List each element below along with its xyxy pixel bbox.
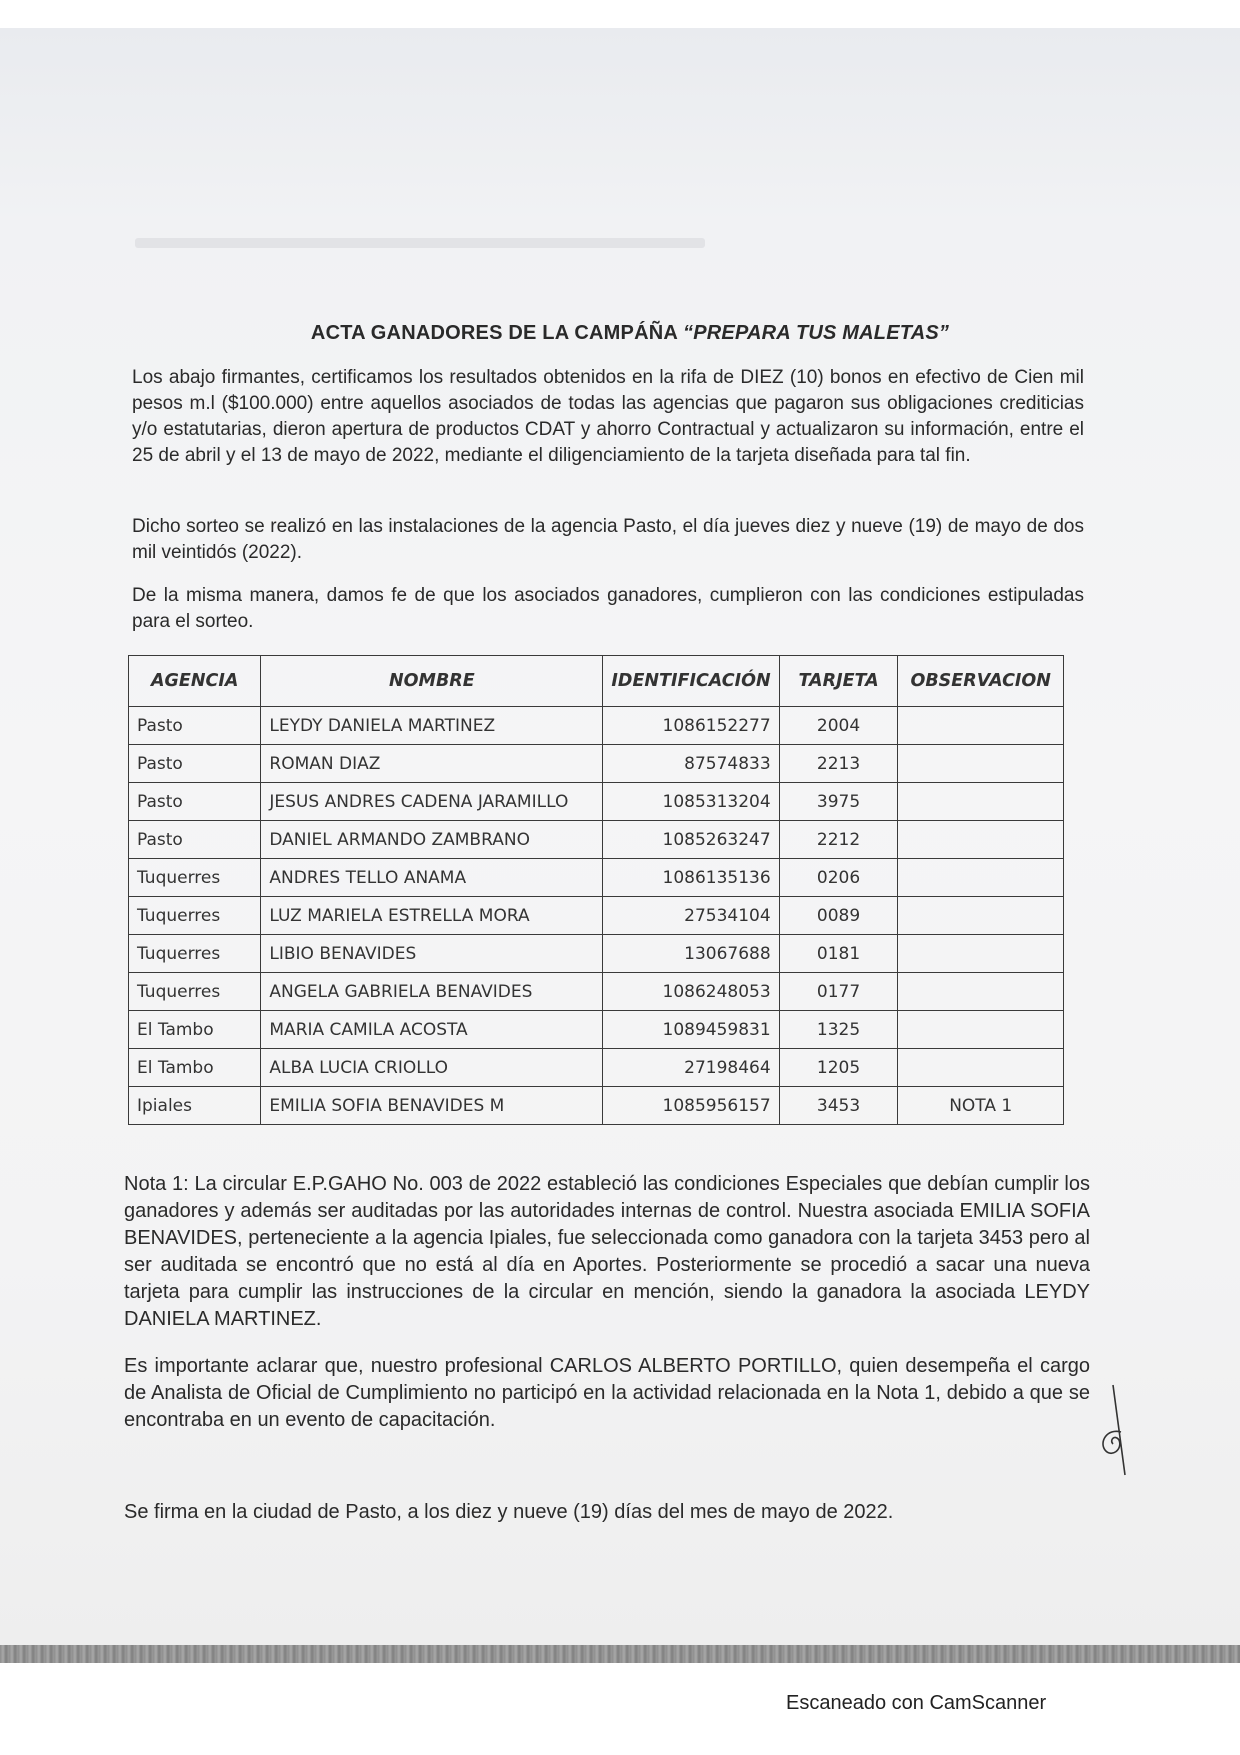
winners-table [128,655,1064,1125]
note-1: Nota 1: La circular E.P.GAHO No. 003 de 2022 estableció las condiciones Especiales que debían cumplir los ganadores y además ser auditadas por las autoridades internas de control. Nuestra asociada EMILIA SOFIA BENAVIDES, perteneciente a la agencia Ipiales, fue seleccionada como ganadora con la tarjeta 3453 pero al ser auditada se encontró que no está al día en Aportes. Posteriormente se procedió a sacar una nueva tarjeta para cumplir las instrucciones de la circular en mención, siendo la ganadora la asociada LEYDY DANIELA MARTINEZ. [124,1173,1090,1330]
cell-card: 0181 [779,935,898,973]
title-prefix: ACTA GANADORES DE LA CAMPÁÑA [310,322,684,344]
header-agencia: AGENCIA [129,656,261,707]
cell-name: LIBIO BENAVIDES [261,935,603,973]
cell-card: 0206 [779,859,898,897]
cell-observation [898,859,1064,897]
cell-card: 2213 [779,745,898,783]
cell-id: 27534104 [603,897,779,935]
cell-observation [898,1011,1064,1049]
cell-id: 1086248053 [603,973,779,1011]
cell-card: 0177 [779,973,898,1011]
cell-card: 3975 [779,783,898,821]
table-row [129,859,1064,897]
cell-agency: Ipiales [129,1087,261,1125]
paragraph-certification: Los abajo firmantes, certificamos los resultados obtenidos en la rifa de DIEZ (10) bonos en efectivo de Cien mil pesos m.l ($100.000) entre aquellos asociados de todas las agencias que pagaron sus obligaciones crediticias y/o estatutarias, dieron apertura de productos CDAT y ahorro Contractual y actualizaron su información, entre el 25 de abril y el 13 de mayo de 2022, mediante el diligenciamiento de la tarjeta diseñada para tal fin. [132,367,1084,466]
cell-name: LEYDY DANIELA MARTINEZ [261,707,603,745]
cell-agency: El Tambo [129,1049,261,1087]
table-header-row [129,656,1064,707]
cell-card: 1205 [779,1049,898,1087]
cell-agency: Pasto [129,707,261,745]
cell-id: 1086152277 [603,707,779,745]
paragraph-compliance: De la misma manera, damos fe de que los asociados ganadores, cumplieron con las condiciones estipuladas para el sorteo. [132,585,1084,632]
cell-agency: Tuquerres [129,859,261,897]
cell-id: 27198464 [603,1049,779,1087]
cell-agency: Pasto [129,745,261,783]
cell-observation [898,1049,1064,1087]
cell-agency: Tuquerres [129,973,261,1011]
cell-name: MARIA CAMILA ACOSTA [261,1011,603,1049]
cell-id: 87574833 [603,745,779,783]
cell-observation [898,707,1064,745]
cell-name: LUZ MARIELA ESTRELLA MORA [261,897,603,935]
table-row [129,973,1064,1011]
cell-name: ROMAN DIAZ [261,745,603,783]
cell-name: ANDRES TELLO ANAMA [261,859,603,897]
cell-observation [898,935,1064,973]
cell-id: 1085313204 [603,783,779,821]
cell-card: 3453 [779,1087,898,1125]
cell-observation [898,821,1064,859]
cell-agency: El Tambo [129,1011,261,1049]
header-nombre: NOMBRE [261,656,603,707]
initials-signature-mark [1085,1380,1135,1480]
document-title [130,322,1130,345]
cell-agency: Pasto [129,821,261,859]
header-identificacion: IDENTIFICACIÓN [603,656,779,707]
header-tarjeta: TARJETA [779,656,898,707]
table-row [129,935,1064,973]
cell-agency: Tuquerres [129,935,261,973]
title-campaign: “PREPARA TUS MALETAS” [683,322,950,344]
cell-id: 1085956157 [603,1087,779,1125]
cell-name: EMILIA SOFIA BENAVIDES M [261,1087,603,1125]
table-row [129,1011,1064,1049]
cell-id: 1085263247 [603,821,779,859]
header-observacion: OBSERVACION [898,656,1064,707]
table-row [129,745,1064,783]
cell-card: 1325 [779,1011,898,1049]
cell-id: 1089459831 [603,1011,779,1049]
cell-name: ANGELA GABRIELA BENAVIDES [261,973,603,1011]
cell-name: DANIEL ARMANDO ZAMBRANO [261,821,603,859]
cell-agency: Pasto [129,783,261,821]
cell-name: ALBA LUCIA CRIOLLO [261,1049,603,1087]
table-row [129,783,1064,821]
table-row [129,821,1064,859]
cell-card: 0089 [779,897,898,935]
table-row [129,707,1064,745]
cell-observation: NOTA 1 [898,1087,1064,1125]
cell-card: 2212 [779,821,898,859]
cell-id: 1086135136 [603,859,779,897]
cell-observation [898,973,1064,1011]
paragraph-draw-location: Dicho sorteo se realizó en las instalaciones de la agencia Pasto, el día jueves diez y nueve (19) de mayo de dos mil veintidós (2022). [132,516,1084,563]
note-2: Es importante aclarar que, nuestro profesional CARLOS ALBERTO PORTILLO, quien desempeña el cargo de Analista de Oficial de Cumplimiento no participó en la actividad relacionada en la Nota 1, debido a que se encontraba en un evento de capacitación. [124,1355,1090,1431]
cell-card: 2004 [779,707,898,745]
cell-agency: Tuquerres [129,897,261,935]
signature-line: Se firma en la ciudad de Pasto, a los diez y nueve (19) días del mes de mayo de 2022. [124,1501,894,1523]
cell-id: 13067688 [603,935,779,973]
table-row [129,1049,1064,1087]
cell-observation [898,783,1064,821]
faint-letterhead-mark [135,238,705,248]
cell-observation [898,745,1064,783]
cell-observation [898,897,1064,935]
table-row [129,1087,1064,1125]
camscanner-footer: Escaneado con CamScanner [786,1692,1047,1714]
cell-name: JESUS ANDRES CADENA JARAMILLO [261,783,603,821]
scan-bottom-edge [0,1645,1240,1663]
table-row [129,897,1064,935]
scan-top-margin [0,0,1240,28]
